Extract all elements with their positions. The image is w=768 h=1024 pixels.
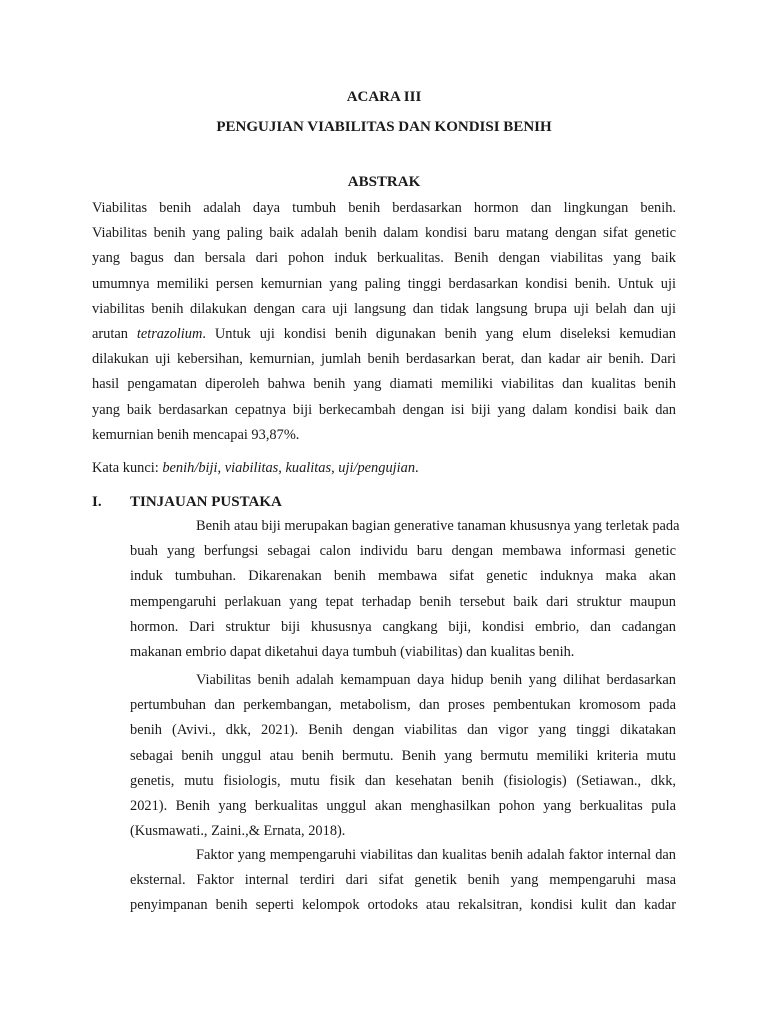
chapter-label: ACARA III [346, 89, 422, 105]
keywords-line [92, 457, 419, 479]
abstract-heading: ABSTRAK [347, 174, 421, 190]
paragraph-line: (Kusmawati., Zaini.,& Ernata, 2018). [130, 823, 346, 840]
paragraph-line: buah yang berfungsi sebagai calon individu baru dengan membawa informasi genetic [130, 543, 676, 560]
abstract-line: yang baik berdasarkan cepatnya biji berkecambah dengan isi biji yang dalam kondisi baik dan [92, 401, 676, 418]
paragraph-line: genetis, mutu fisiologis, mutu fisik dan kesehatan benih (fisiologis) (Setiawan., dkk, [130, 772, 676, 789]
section-title: TINJAUAN PUSTAKA [130, 494, 282, 510]
abstract-line: yang bagus dan bersala dari pohon induk berkualitas. Benih dengan viabilitas yang baik [92, 250, 676, 267]
paragraph-line: benih (Avivi., dkk, 2021). Benih dengan viabilitas dan vigor yang tinggi dikatakan [130, 722, 676, 739]
keyword: kualitas [285, 460, 332, 476]
paragraph-line: pertumbuhan dan perkembangan, metabolism, dan proses pembentukan kromosom pada [130, 697, 676, 714]
paragraph-line: mempengaruhi perlakuan yang tepat terhadap benih tersebut baik dari struktur maupun [130, 593, 676, 610]
abstract-line: Viabilitas benih adalah daya tumbuh benih berdasarkan hormon dan lingkungan benih. [92, 200, 676, 216]
paragraph-line: makanan embrio dapat diketahui daya tumbuh (viabilitas) dan kualitas benih. [130, 644, 575, 661]
paragraph-line: penyimpanan benih seperti kelompok ortodoks atau rekalsitran, kondisi kulit dan kadar [130, 897, 676, 914]
paragraph-line: eksternal. Faktor internal terdiri dari sifat genetik benih yang mempengaruhi masa [130, 872, 676, 889]
paragraph-line: Benih atau biji merupakan bagian generative tanaman khususnya yang terletak pada [196, 518, 680, 534]
keyword-separator: , [278, 460, 286, 476]
abstract-line-text: arutan [92, 326, 137, 343]
abstract-line [92, 322, 676, 347]
keyword: viabilitas [224, 460, 279, 476]
abstract-line: dilakukan uji kebersihan, kemurnian, jumlah benih berdasarkan berat, dan kadar air benih. Dari [92, 351, 676, 368]
paragraph-line: sebagai benih unggul atau benih bermutu. Benih yang bermutu memiliki kriteria mutu [130, 747, 676, 764]
abstract-line-text: . Untuk uji kondisi benih digunakan benih yang elum diseleksi kemudian [202, 326, 676, 343]
italic-term: tetrazolium [136, 326, 203, 343]
body-paragraph [130, 843, 676, 919]
abstract-line: kemurnian benih mencapai 93,87%. [92, 426, 300, 443]
body-paragraph [130, 668, 676, 844]
document-title: PENGUJIAN VIABILITAS DAN KONDISI BENIH [216, 119, 552, 135]
paragraph-line: 2021). Benih yang berkualitas unggul akan menghasilkan pohon yang berkualitas pula [130, 798, 676, 815]
keyword: benih/biji [162, 460, 218, 476]
keyword-separator: , [217, 460, 225, 476]
abstract-line: viabilitas benih dilakukan dengan cara uji langsung dan tidak langsung brupa uji belah dan uji [92, 300, 676, 317]
abstract-line: hasil pengamatan diperoleh bahwa benih yang diamati memiliki viabilitas dan kualitas benih [92, 376, 676, 393]
body-paragraph [130, 514, 680, 665]
keywords-label: Kata kunci: [92, 460, 163, 476]
paragraph-line: Faktor yang mempengaruhi viabilitas dan kualitas benih adalah faktor internal dan [196, 847, 676, 863]
keyword: uji/pengujian [338, 460, 416, 476]
paragraph-line: induk tumbuhan. Dikarenakan benih membawa sifat genetic induknya maka akan [130, 568, 676, 585]
keywords-end: . [415, 460, 419, 476]
paragraph-line: hormon. Dari struktur biji khususnya cangkang biji, kondisi embrio, dan cadangan [130, 618, 676, 635]
paragraph-line: Viabilitas benih adalah kemampuan daya hidup benih yang dilihat berdasarkan [196, 672, 676, 688]
keyword-separator: , [331, 460, 339, 476]
section-number: I. [92, 494, 102, 510]
abstract-paragraph [92, 196, 676, 448]
abstract-line: Viabilitas benih yang paling baik adalah benih dalam kondisi baru matang dengan sifat genetic [92, 225, 676, 242]
abstract-line: umumnya memiliki persen kemurnian yang paling tinggi berdasarkan kondisi benih. Untuk uji [92, 275, 676, 292]
